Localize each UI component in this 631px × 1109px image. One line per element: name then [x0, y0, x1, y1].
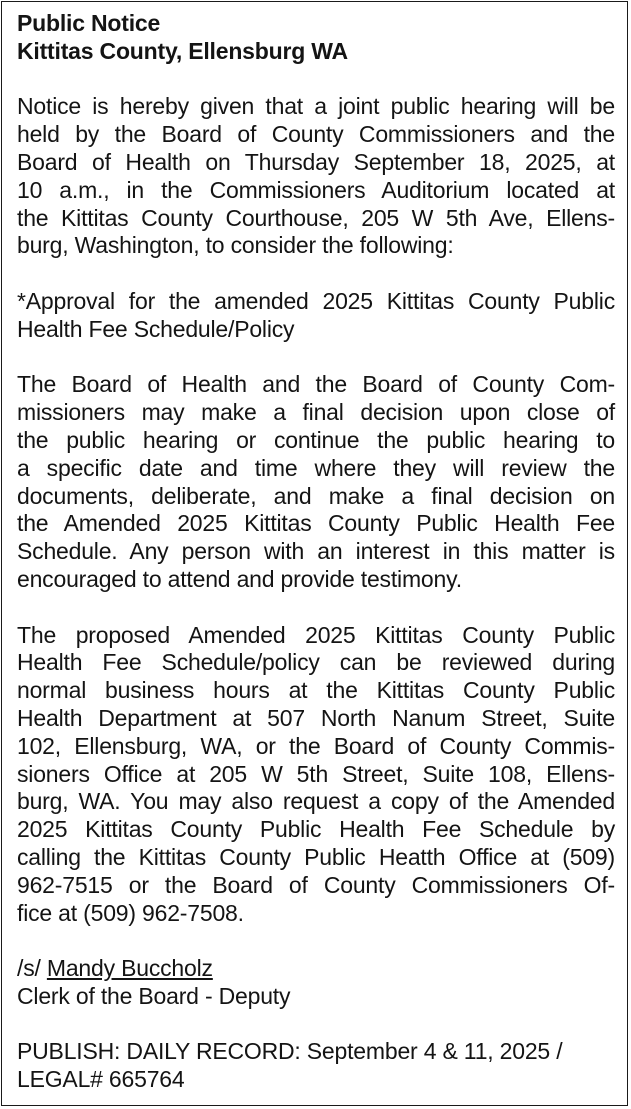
signature-block — [17, 955, 615, 1011]
hearing-paragraph: Notice is hereby given that a joint public hearing will be held by the Board of County Commissioners and the Board of Health on Thursday September 18, 2025, at 10 a.m., in the Commissioners Auditorium located at the Kittitas County Courthouse, 205 W 5th Ave, Ellens- burg, Washington, to consider the following: — [17, 93, 615, 259]
heading-location: Kittitas County, Ellensburg WA — [17, 37, 348, 64]
signer-name: Mandy Buccholz — [46, 955, 213, 982]
signer-role: Clerk of the Board - Deputy — [17, 982, 291, 1009]
review-paragraph: The proposed Amended 2025 Kittitas County Public Health Fee Schedule/policy can be reviewed during normal business hours at the Kittitas County Public Health Department at 507 North Nanum Street, Suite 102, Ellensburg, WA, or the Board of County Commis- sioners Office at 205 W 5th Street, Suite 108, Ellens- burg, WA. You may also request a copy of the Amended 2025 Kittitas County Public Health Fee Schedule by calling the Kittitas County Public Heatth Office at (509) 962-7515 or the Board of County Commissioners Of- fice at (509) 962-7508. — [17, 621, 615, 926]
decision-paragraph: The Board of Health and the Board of County Com- missioners may make a final decision upon close of the public hearing or continue the public hearing to a specific date and time where they will review the documents, deliberate, and make a final decision on the Amended 2025 Kittitas County Public Health Fee Schedule. Any person with an interest in this matter is encouraged to attend and provide testimony. — [17, 371, 615, 592]
publish-info: PUBLISH: DAILY RECORD: September 4 & 11, 2025 / LEGAL# 665764 — [17, 1038, 563, 1093]
public-notice — [17, 10, 615, 1094]
heading-title: Public Notice — [17, 10, 161, 36]
agenda-item: *Approval for the amended 2025 Kittitas County Public Health Fee Schedule/Policy — [17, 287, 615, 342]
signature-prefix: /s/ — [17, 955, 47, 982]
notice-heading — [17, 10, 615, 66]
